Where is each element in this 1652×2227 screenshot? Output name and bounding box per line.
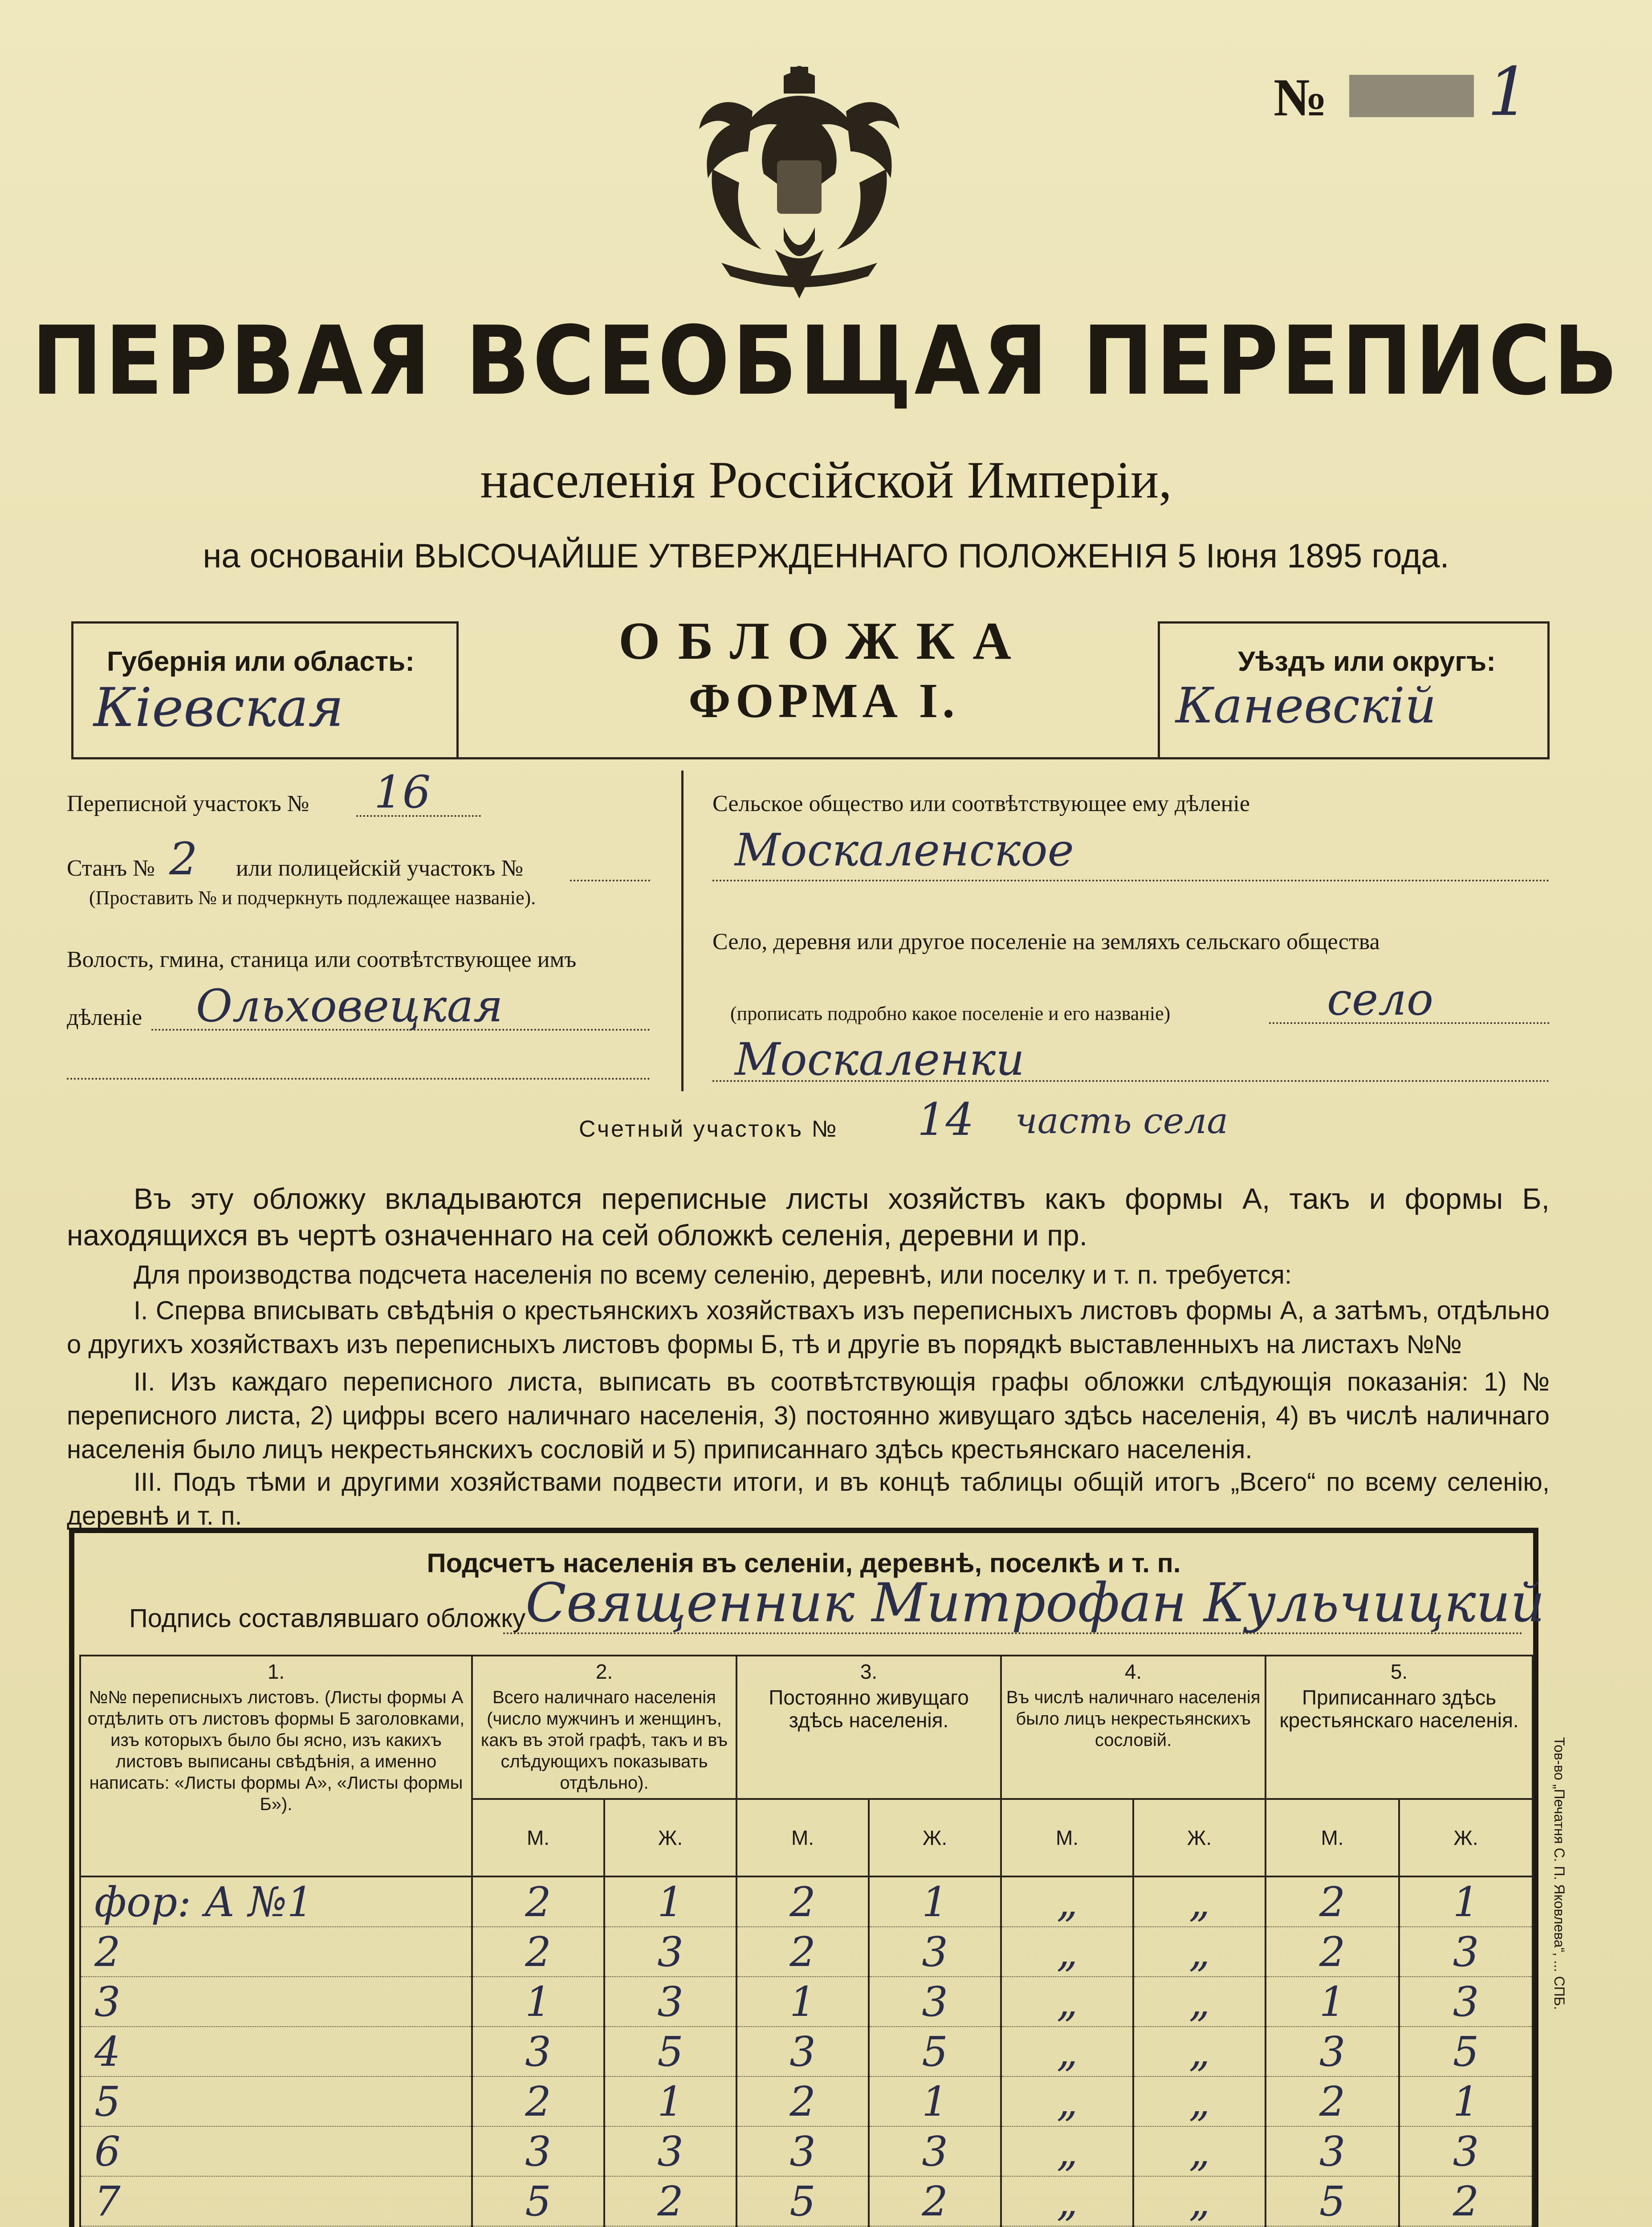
count-cell: 1 bbox=[604, 1876, 736, 1927]
count-cell: 1 bbox=[869, 1876, 1001, 1927]
table-row bbox=[80, 2027, 1533, 2076]
count-cell: 2 bbox=[472, 1927, 604, 1977]
divider bbox=[681, 771, 684, 1091]
signature-value: Священник Митрофан Кульчицкий bbox=[525, 1572, 1545, 1634]
count-cell: „ bbox=[1001, 1927, 1133, 1977]
count-cell: 3 bbox=[1399, 1977, 1533, 2027]
table-row bbox=[80, 1977, 1533, 2027]
count-cell: 3 bbox=[869, 1977, 1001, 2027]
count-cell: 3 bbox=[1399, 1927, 1533, 1977]
count-cell: „ bbox=[1133, 1977, 1265, 2027]
count-cell: „ bbox=[1001, 2027, 1133, 2076]
village-name-value: Москаленки bbox=[735, 1033, 1025, 1085]
count-cell: 3 bbox=[472, 2027, 604, 2076]
count-cell: 2 bbox=[736, 1876, 869, 1927]
census-section-value: 16 bbox=[374, 766, 431, 818]
count-cell: 2 bbox=[736, 1927, 869, 1977]
signature-label: Подпись составлявшаго обложку bbox=[129, 1604, 526, 1633]
sub-header-female: Ж. bbox=[1133, 1799, 1265, 1876]
column-header-registered: 5. Приписаннаго здѣсь крестьянскаго населенія. bbox=[1265, 1656, 1533, 1799]
underline bbox=[356, 815, 481, 817]
volost-value: Ольховецкая bbox=[196, 980, 503, 1032]
count-cell: 2 bbox=[472, 2076, 604, 2126]
society-label: Сельское общество или соотвѣтствующее ему дѣленіе bbox=[712, 791, 1250, 816]
count-cell: „ bbox=[1133, 2076, 1265, 2126]
province-value: Кіевская bbox=[94, 677, 344, 739]
divider bbox=[1158, 621, 1550, 624]
count-cell: „ bbox=[1001, 2076, 1133, 2126]
count-cell: 1 bbox=[736, 1977, 869, 2027]
column-header-permanent: 3. Постоянно живущаго здѣсь населенія. bbox=[736, 1656, 1001, 1799]
count-cell: 1 bbox=[1399, 2076, 1533, 2126]
form-title: ФОРМА I. bbox=[688, 673, 959, 728]
count-cell: 2 bbox=[472, 1876, 604, 1927]
count-section-extra: часть села bbox=[1015, 1100, 1228, 1142]
column-header-non-peasant: 4. Въ числѣ наличнаго населенія было лицъ некрестьянскихъ сословій. bbox=[1001, 1656, 1265, 1799]
count-cell: 2 bbox=[1399, 2176, 1533, 2226]
count-cell: 2 bbox=[1265, 2076, 1399, 2126]
count-section-label: Счетный участокъ № bbox=[579, 1116, 838, 1142]
count-cell: 5 bbox=[736, 2176, 869, 2226]
volost-label: Волость, гмина, станица или соотвѣтствующее имъ bbox=[67, 947, 577, 972]
table-row bbox=[80, 1927, 1533, 1977]
sheet-number-cell: фор: А №1 bbox=[80, 1876, 472, 1927]
sub-header-female: Ж. bbox=[604, 1799, 736, 1876]
count-cell: 3 bbox=[604, 2126, 736, 2176]
stan-note: (Проставить № и подчеркнуть подлежащее названіе). bbox=[89, 887, 536, 909]
underline bbox=[712, 1080, 1550, 1082]
underline bbox=[1269, 1022, 1550, 1024]
count-cell: „ bbox=[1133, 2126, 1265, 2176]
instruction-paragraph: III. Подъ тѣми и другими хозяйствами подвести итоги, и въ концѣ таблицы общій итогъ „Всего“ по всему селенію, деревнѣ и т. п. bbox=[67, 1468, 1550, 1530]
count-cell: 3 bbox=[736, 2027, 869, 2076]
imperial-eagle-emblem-icon bbox=[695, 58, 904, 307]
count-cell: 1 bbox=[869, 2076, 1001, 2126]
count-cell: 5 bbox=[472, 2176, 604, 2226]
count-cell: 3 bbox=[1265, 2126, 1399, 2176]
underline bbox=[503, 1632, 1523, 1634]
instruction-paragraph: I. Сперва вписывать свѣдѣнія о крестьянскихъ хозяйствахъ изъ переписныхъ листовъ формы А, а затѣмъ, отдѣльно о другихъ хозяйствахъ изъ переписныхъ листовъ формы Б, тѣ и другіе въ порядкѣ выставленныхъ на листахъ №№ bbox=[67, 1296, 1550, 1359]
printer-imprint: Тов-во „Печатня С. П. Яковлева“, ... СПБ. bbox=[1551, 1737, 1567, 2010]
table-row bbox=[80, 1876, 1533, 1927]
count-cell: 3 bbox=[869, 2126, 1001, 2176]
count-cell: 3 bbox=[736, 2126, 869, 2176]
sheet-number-cell: 3 bbox=[80, 1977, 472, 2027]
count-cell: 3 bbox=[1399, 2126, 1533, 2176]
column-header-present: 2. Всего наличнаго населенія (число мужчинъ и женщинъ, какъ въ этой графѣ, такъ и въ слѣдующихъ показывать отдѣльно). bbox=[472, 1656, 736, 1799]
count-cell: „ bbox=[1001, 1876, 1133, 1927]
column-header-sheets: 1. №№ переписныхъ листовъ. (Листы формы А отдѣлить отъ листовъ формы Б заголовками, изъ которыхъ было бы ясно, изъ какихъ листовъ выписаны свѣдѣнія, а именно написать: «Листы формы А», «Листы формы Б»). bbox=[80, 1656, 472, 1876]
count-section-value: 14 bbox=[917, 1093, 974, 1146]
divider bbox=[1547, 621, 1550, 759]
count-cell: 2 bbox=[604, 2176, 736, 2226]
count-cell: 5 bbox=[604, 2027, 736, 2076]
count-cell: „ bbox=[1133, 1927, 1265, 1977]
main-title: ПЕРВАЯ ВСЕОБЩАЯ ПЕРЕПИСЬ bbox=[31, 306, 1621, 416]
count-cell: 5 bbox=[1399, 2027, 1533, 2076]
sub-header-male: М. bbox=[472, 1799, 604, 1876]
sheet-number-cell: 2 bbox=[80, 1927, 472, 1977]
society-value: Москаленское bbox=[735, 824, 1074, 876]
count-cell: 2 bbox=[1265, 1876, 1399, 1927]
count-cell: 3 bbox=[1265, 2027, 1399, 2076]
table-row bbox=[80, 2076, 1533, 2126]
subtitle: населенія Россійской Имперіи, bbox=[480, 451, 1172, 509]
sub-header-female: Ж. bbox=[1399, 1799, 1533, 1876]
table-title: Подсчетъ населенія въ селеніи, деревнѣ, поселкѣ и т. п. bbox=[427, 1548, 1181, 1578]
document-number-stamp bbox=[1349, 75, 1474, 117]
count-cell: 1 bbox=[604, 2076, 736, 2126]
sheet-number-cell: 5 bbox=[80, 2076, 472, 2126]
count-cell: „ bbox=[1133, 1876, 1265, 1927]
count-cell: 1 bbox=[1265, 1977, 1399, 2027]
table-row bbox=[80, 2176, 1533, 2226]
divider bbox=[71, 757, 1550, 759]
sheet-number-cell: 7 bbox=[80, 2176, 472, 2226]
count-cell: 1 bbox=[472, 1977, 604, 2027]
instruction-paragraph: Для производства подсчета населенія по всему селенію, деревнѣ, или поселку и т. п. требуется: bbox=[134, 1260, 1292, 1289]
district-label: Уѣздъ или округъ: bbox=[1238, 646, 1496, 677]
count-cell: 2 bbox=[869, 2176, 1001, 2226]
stan-label: Станъ № bbox=[67, 856, 155, 881]
count-cell: „ bbox=[1001, 1977, 1133, 2027]
document-number-value: 1 bbox=[1487, 53, 1530, 131]
police-section-label: или полицейскій участокъ № bbox=[236, 856, 523, 881]
count-cell: 3 bbox=[604, 1927, 736, 1977]
cover-title: ОБЛОЖКА bbox=[618, 611, 1029, 670]
legal-basis-line: на основаніи ВЫСОЧАЙШЕ УТВЕРЖДЕННАГО ПОЛОЖЕНІЯ 5 Іюня 1895 года. bbox=[203, 537, 1449, 575]
count-cell: „ bbox=[1133, 2176, 1265, 2226]
sub-header-female: Ж. bbox=[869, 1799, 1001, 1876]
underline bbox=[151, 1029, 650, 1031]
count-cell: 2 bbox=[1265, 1927, 1399, 1977]
count-cell: „ bbox=[1001, 2126, 1133, 2176]
count-cell: 2 bbox=[736, 2076, 869, 2126]
count-cell: 3 bbox=[472, 2126, 604, 2176]
census-section-label: Переписной участокъ № bbox=[67, 791, 309, 816]
volost-label-cont: дѣленіе bbox=[67, 1005, 142, 1030]
sheet-number-cell: 6 bbox=[80, 2126, 472, 2176]
census-table bbox=[79, 1655, 1534, 2227]
document-number-label: № bbox=[1274, 68, 1327, 127]
province-label: Губернія или область: bbox=[107, 646, 415, 677]
count-cell: „ bbox=[1001, 2176, 1133, 2226]
count-cell: 3 bbox=[604, 1977, 736, 2027]
village-type-value: село bbox=[1327, 973, 1434, 1025]
underline bbox=[67, 1078, 650, 1080]
district-value: Каневскій bbox=[1176, 677, 1436, 734]
village-label: Село, деревня или другое поселеніе на земляхъ сельскаго общества bbox=[712, 929, 1380, 954]
stan-value: 2 bbox=[169, 833, 198, 885]
underline bbox=[712, 880, 1550, 881]
count-cell: 1 bbox=[1399, 1876, 1533, 1927]
count-cell: 5 bbox=[1265, 2176, 1399, 2226]
sub-header-male: М. bbox=[1001, 1799, 1133, 1876]
count-cell: 5 bbox=[869, 2027, 1001, 2076]
sub-header-male: М. bbox=[736, 1799, 869, 1876]
instruction-paragraph: Въ эту обложку вкладываются переписные листы хозяйствъ какъ формы А, такъ и формы Б, находящихся въ чертѣ означеннаго на сей обложкѣ селенія, деревни и пр. bbox=[67, 1182, 1550, 1252]
count-cell: „ bbox=[1133, 2027, 1265, 2076]
divider bbox=[71, 621, 73, 759]
sub-header-male: М. bbox=[1265, 1799, 1399, 1876]
divider bbox=[71, 621, 459, 624]
instruction-paragraph: II. Изъ каждаго переписного листа, выписать въ соотвѣтствующія графы обложки слѣдующія показанія: 1) № переписного листа, 2) цифры всего наличнаго населенія, 3) постоянно живущаго здѣсь населенія, 4) въ числѣ наличнаго населенія было лицъ некрестьянскихъ сословій и 5) приписаннаго здѣсь крестьянскаго населенія. bbox=[67, 1367, 1550, 1464]
underline bbox=[570, 880, 650, 881]
sheet-number-cell: 4 bbox=[80, 2027, 472, 2076]
table-row bbox=[80, 2126, 1533, 2176]
count-cell: 3 bbox=[869, 1927, 1001, 1977]
census-table-body bbox=[80, 1876, 1533, 2227]
village-note: (прописать подробно какое поселеніе и его названіе) bbox=[730, 1003, 1171, 1024]
